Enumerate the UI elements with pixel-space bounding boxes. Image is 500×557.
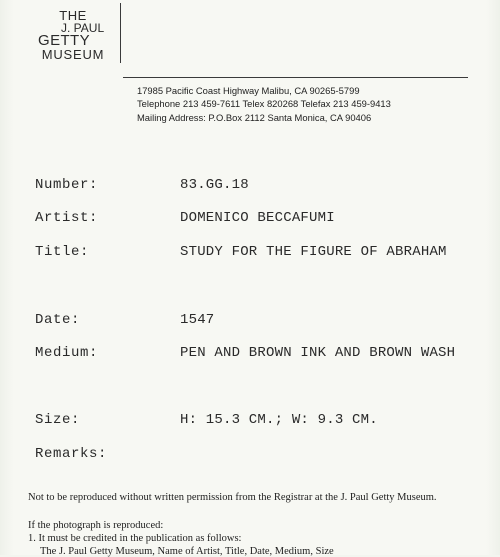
logo-museum: MUSEUM [41,47,105,62]
artist-value: DOMENICO BECCAFUMI [180,210,335,226]
address-mailing: Mailing Address: P.O.Box 2112 Santa Monica, CA 90406 [137,111,372,123]
title-label: Title: [35,244,90,260]
if-reproduced-heading: If the photograph is reproduced: [28,520,164,531]
credit-line-format: The J. Paul Getty Museum, Name of Artist, Title, Date, Medium, Size [40,546,334,557]
date-value: 1547 [180,312,215,328]
header-horizontal-rule [123,77,468,78]
header-vertical-rule [120,3,121,63]
title-value: STUDY FOR THE FIGURE OF ABRAHAM [180,244,447,260]
medium-value: PEN AND BROWN INK AND BROWN WASH [180,345,456,361]
size-label: Size: [35,412,81,428]
logo-the: THE [59,8,87,23]
number-label: Number: [35,177,99,193]
museum-address-block [137,84,391,124]
address-street: 17985 Pacific Coast Highway Malibu, CA 90265-5799 [137,85,360,96]
logo-jpaul: J. PAUL [61,21,105,35]
address-phones: Telephone 213 459-7611 Telex 820268 Telefax 213 459-9413 [137,98,391,110]
size-value: H: 15.3 CM.; W: 9.3 CM. [180,412,378,428]
artist-label: Artist: [35,210,99,226]
credit-requirement-item: 1. It must be credited in the publication as follows: [28,533,242,544]
getty-museum-logo [38,9,108,61]
date-label: Date: [35,312,81,328]
number-value: 83.GG.18 [180,177,249,193]
logo-jpaul-getty [38,22,108,48]
remarks-label: Remarks: [35,446,108,462]
logo-getty: GETTY [38,32,91,49]
reproduction-permission-note: Not to be reproduced without written permission from the Registrar at the J. Paul Getty Museum. [28,492,437,503]
medium-label: Medium: [35,345,99,361]
